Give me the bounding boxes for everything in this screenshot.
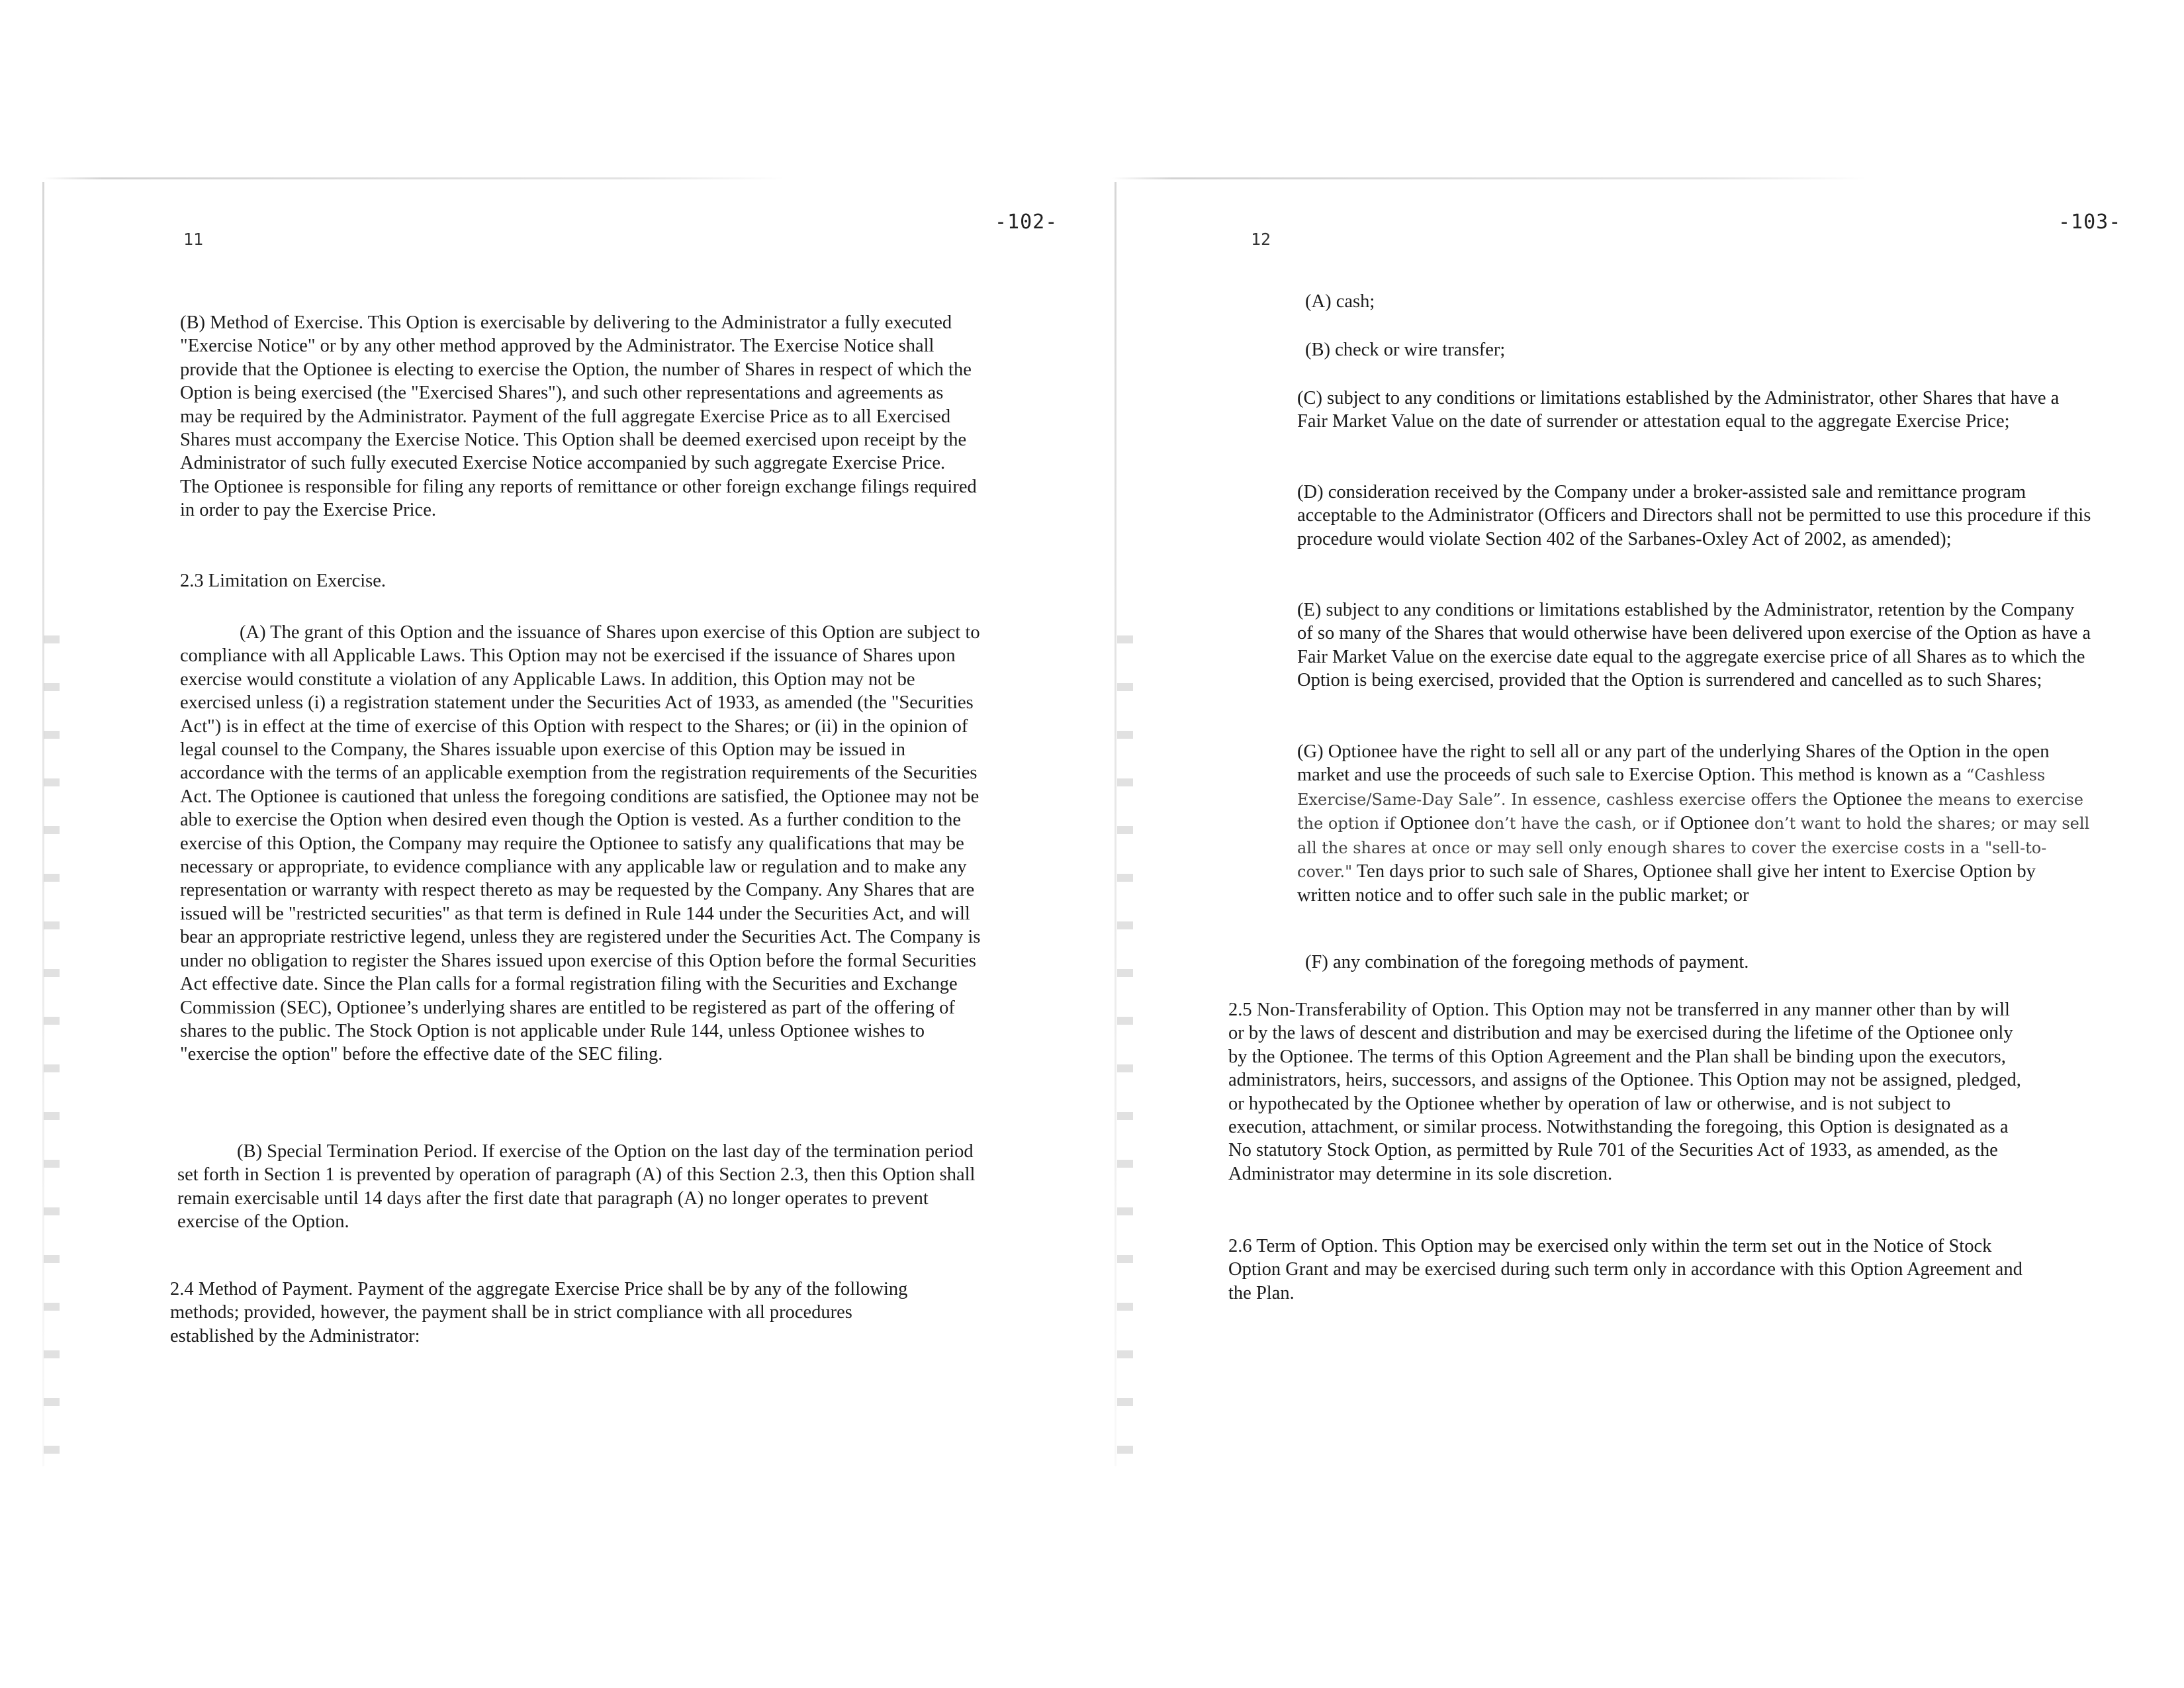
paragraph-term-of-option: 2.6 Term of Option. This Option may be exercised only within the term set out in the Notice of Stock Option Grant and may be exercised during such term only in accordance with this Option Agreement and the Plan. [1228,1236,2023,1303]
payment-option-broker-assisted: (D) consideration received by the Company under a broker-assisted sale and remittance program acceptable to the Administrator (Officers and Directors shall not be permitted to use this procedure if this procedure would violate Section 402 of the Sarbanes-Oxley Act of 2002, as amended); [1297,482,2091,549]
folio-number: -102- [995,211,1058,234]
paragraph-non-transferability: 2.5 Non-Transferability of Option. This Option may not be transferred in any manner other than by will or by the laws of descent and distribution and may be exercised during the lifetime of the Optionee only by the Optionee. The terms of this Option Agreement and the Plan shall be binding upon the executors, administrators, heirs, successors, and assigns of the Optionee. This Option may not be assigned, pledged, or hypothecated by the Optionee whether by operation of law or otherwise, and is not subject to execution, attachment, or similar process. Notwithstanding the foregoing, this Option is designated as a No statutory Stock Option, as permitted by Rule 701 of the Securities Act of 1933, as amended, as the Administrator may determine in its sole discretion. [1228,1000,2021,1184]
page-number: 11 [183,230,204,249]
right-page [1092,0,2184,1688]
paragraph-limitation-a: (A) The grant of this Option and the issuance of Shares upon exercise of this Option are subject to compliance with all Applicable Laws. This Option may not be exercised if the issuance of Shares upon exercise would constitute a violation of any Applicable Laws. In addition, this Option may not be exercised unless (i) a registration statement under the Securities Act of 1933, as amended (the "Securities Act") is in effect at the time of exercise of this Option with respect to the Shares; or (ii) in the opinion of legal counsel to the Company, the Shares issuable upon exercise of this Option may be issued in accordance with the terms of an applicable exemption from the registration requirements of the Securities Act. The Optionee is cautioned that unless the foregoing conditions are satisfied, the Optionee may not be able to exercise the Option when desired even though the Option is vested. As a further condition to the exercise of this Option, the Company may require the Optionee to satisfy any qualifications that may be necessary or appropriate, to evidence compliance with any applicable law or regulation and to make any representation or warranty with respect thereto as may be requested by the Company. Any Shares that are issued will be "restricted securities" as that term is defined in Rule 144 under the Securities Act, and will bear an appropriate restrictive legend, unless they are registered under the Securities Act. The Company is under no obligation to register the Shares issued upon exercise of this Option before the formal Securities Act effective date. Since the Plan calls for a formal registration filing with the Securities and Exchange Commission (SEC), Optionee’s underlying shares are entitled to be registered as part of the offering of shares to the public. The Stock Option is not applicable under Rule 144, unless Optionee wishes to "exercise the option" before the effective date of the SEC filing. [180,622,981,1065]
payment-option-check: (B) check or wire transfer; [1305,340,1506,360]
cashless-optionee-word: Optionee [1833,788,1902,810]
scan-edge-top [1112,177,1866,179]
cashless-typed-text: don’t have the cash, or if [1469,814,1680,833]
cashless-typed-text: the means to exercise the option if [1297,790,2084,833]
folio-number: -103- [2058,211,2122,234]
cashless-typed-text: “Cashless Exercise/Same-Day Sale”. In essence, cashless exercise offers the [1297,766,2046,809]
cashless-optionee-word: Optionee [1680,813,1750,834]
scan-margin-marks [1117,596,1133,1456]
page-number: 12 [1251,230,1271,249]
paragraph-method-of-exercise: (B) Method of Exercise. This Option is exercisable by delivering to the Administrator a fully executed "Exercise Notice" or by any other method approved by the Administrator. The Exercise Notice shall provide that the Optionee is electing to exercise the Option, the number of Shares in respect of which the Option is being exercised (the "Exercised Shares"), and such other representations and agreements as may be required by the Administrator. Payment of the full aggregate Exercise Price as to all Exercised Shares must accompany the Exercise Notice. This Option shall be deemed exercised upon receipt by the Administrator of such fully executed Exercise Notice accompanied by such aggregate Exercise Price. The Optionee is responsible for filing any reports of remittance or other foreign exchange filings required in order to pay the Exercise Price. [180,312,977,521]
scan-margin-marks [44,596,60,1456]
payment-option-cashless-exercise [1297,740,2091,908]
cashless-optionee-word: Optionee [1400,813,1470,834]
payment-option-retention: (E) subject to any conditions or limitations established by the Administrator, retention by the Company of so many of the Shares that would otherwise have been delivered upon exercise of the Option as have a Fair Market Value on the exercise date equal to the aggregate exercise price of all Shares as to which the Option is being exercised, provided that the Option is surrendered and cancelled as to such Shares; [1297,600,2091,691]
scan-edge-side [1115,182,1116,1466]
cashless-intro-text: (G) Optionee have the right to sell all or any part of the underlying Shares of the Option in the open market and use the proceeds of such sale to Exercise Option. This method is known as a [1297,741,2050,786]
cashless-typed-text: don’t want to hold the shares; or may sell all the shares at once or may sell only enough shares to cover the exercise costs in a "sell-to-cover." [1297,814,2090,882]
scan-edge-top [43,177,784,179]
payment-option-combination: (F) any combination of the foregoing methods of payment. [1305,952,1749,972]
payment-option-cash: (A) cash; [1305,291,1375,312]
payment-option-other-shares: (C) subject to any conditions or limitations established by the Administrator, other Shares that have a Fair Market Value on the date of surrender or attestation equal to the aggregate Exercise Price; [1297,388,2060,432]
paragraph-method-of-payment: 2.4 Method of Payment. Payment of the aggregate Exercise Price shall be by any of the following methods; provided, however, the payment shall be in strict compliance with all procedures established by the Administrator: [170,1279,908,1346]
paragraph-special-termination: (B) Special Termination Period. If exercise of the Option on the last day of the termination period set forth in Section 1 is prevented by operation of paragraph (A) of this Section 2.3, then this Option shall remain exercisable until 14 days after the first date that paragraph (A) no longer operates to prevent exercise of the Option. [177,1141,976,1233]
heading-limitation-on-exercise: 2.3 Limitation on Exercise. [180,571,387,591]
cashless-closing-text: Ten days prior to such sale of Shares, Optionee shall give her intent to Exercise Option by written notice and to offer such sale in the public market; or [1297,861,2036,906]
